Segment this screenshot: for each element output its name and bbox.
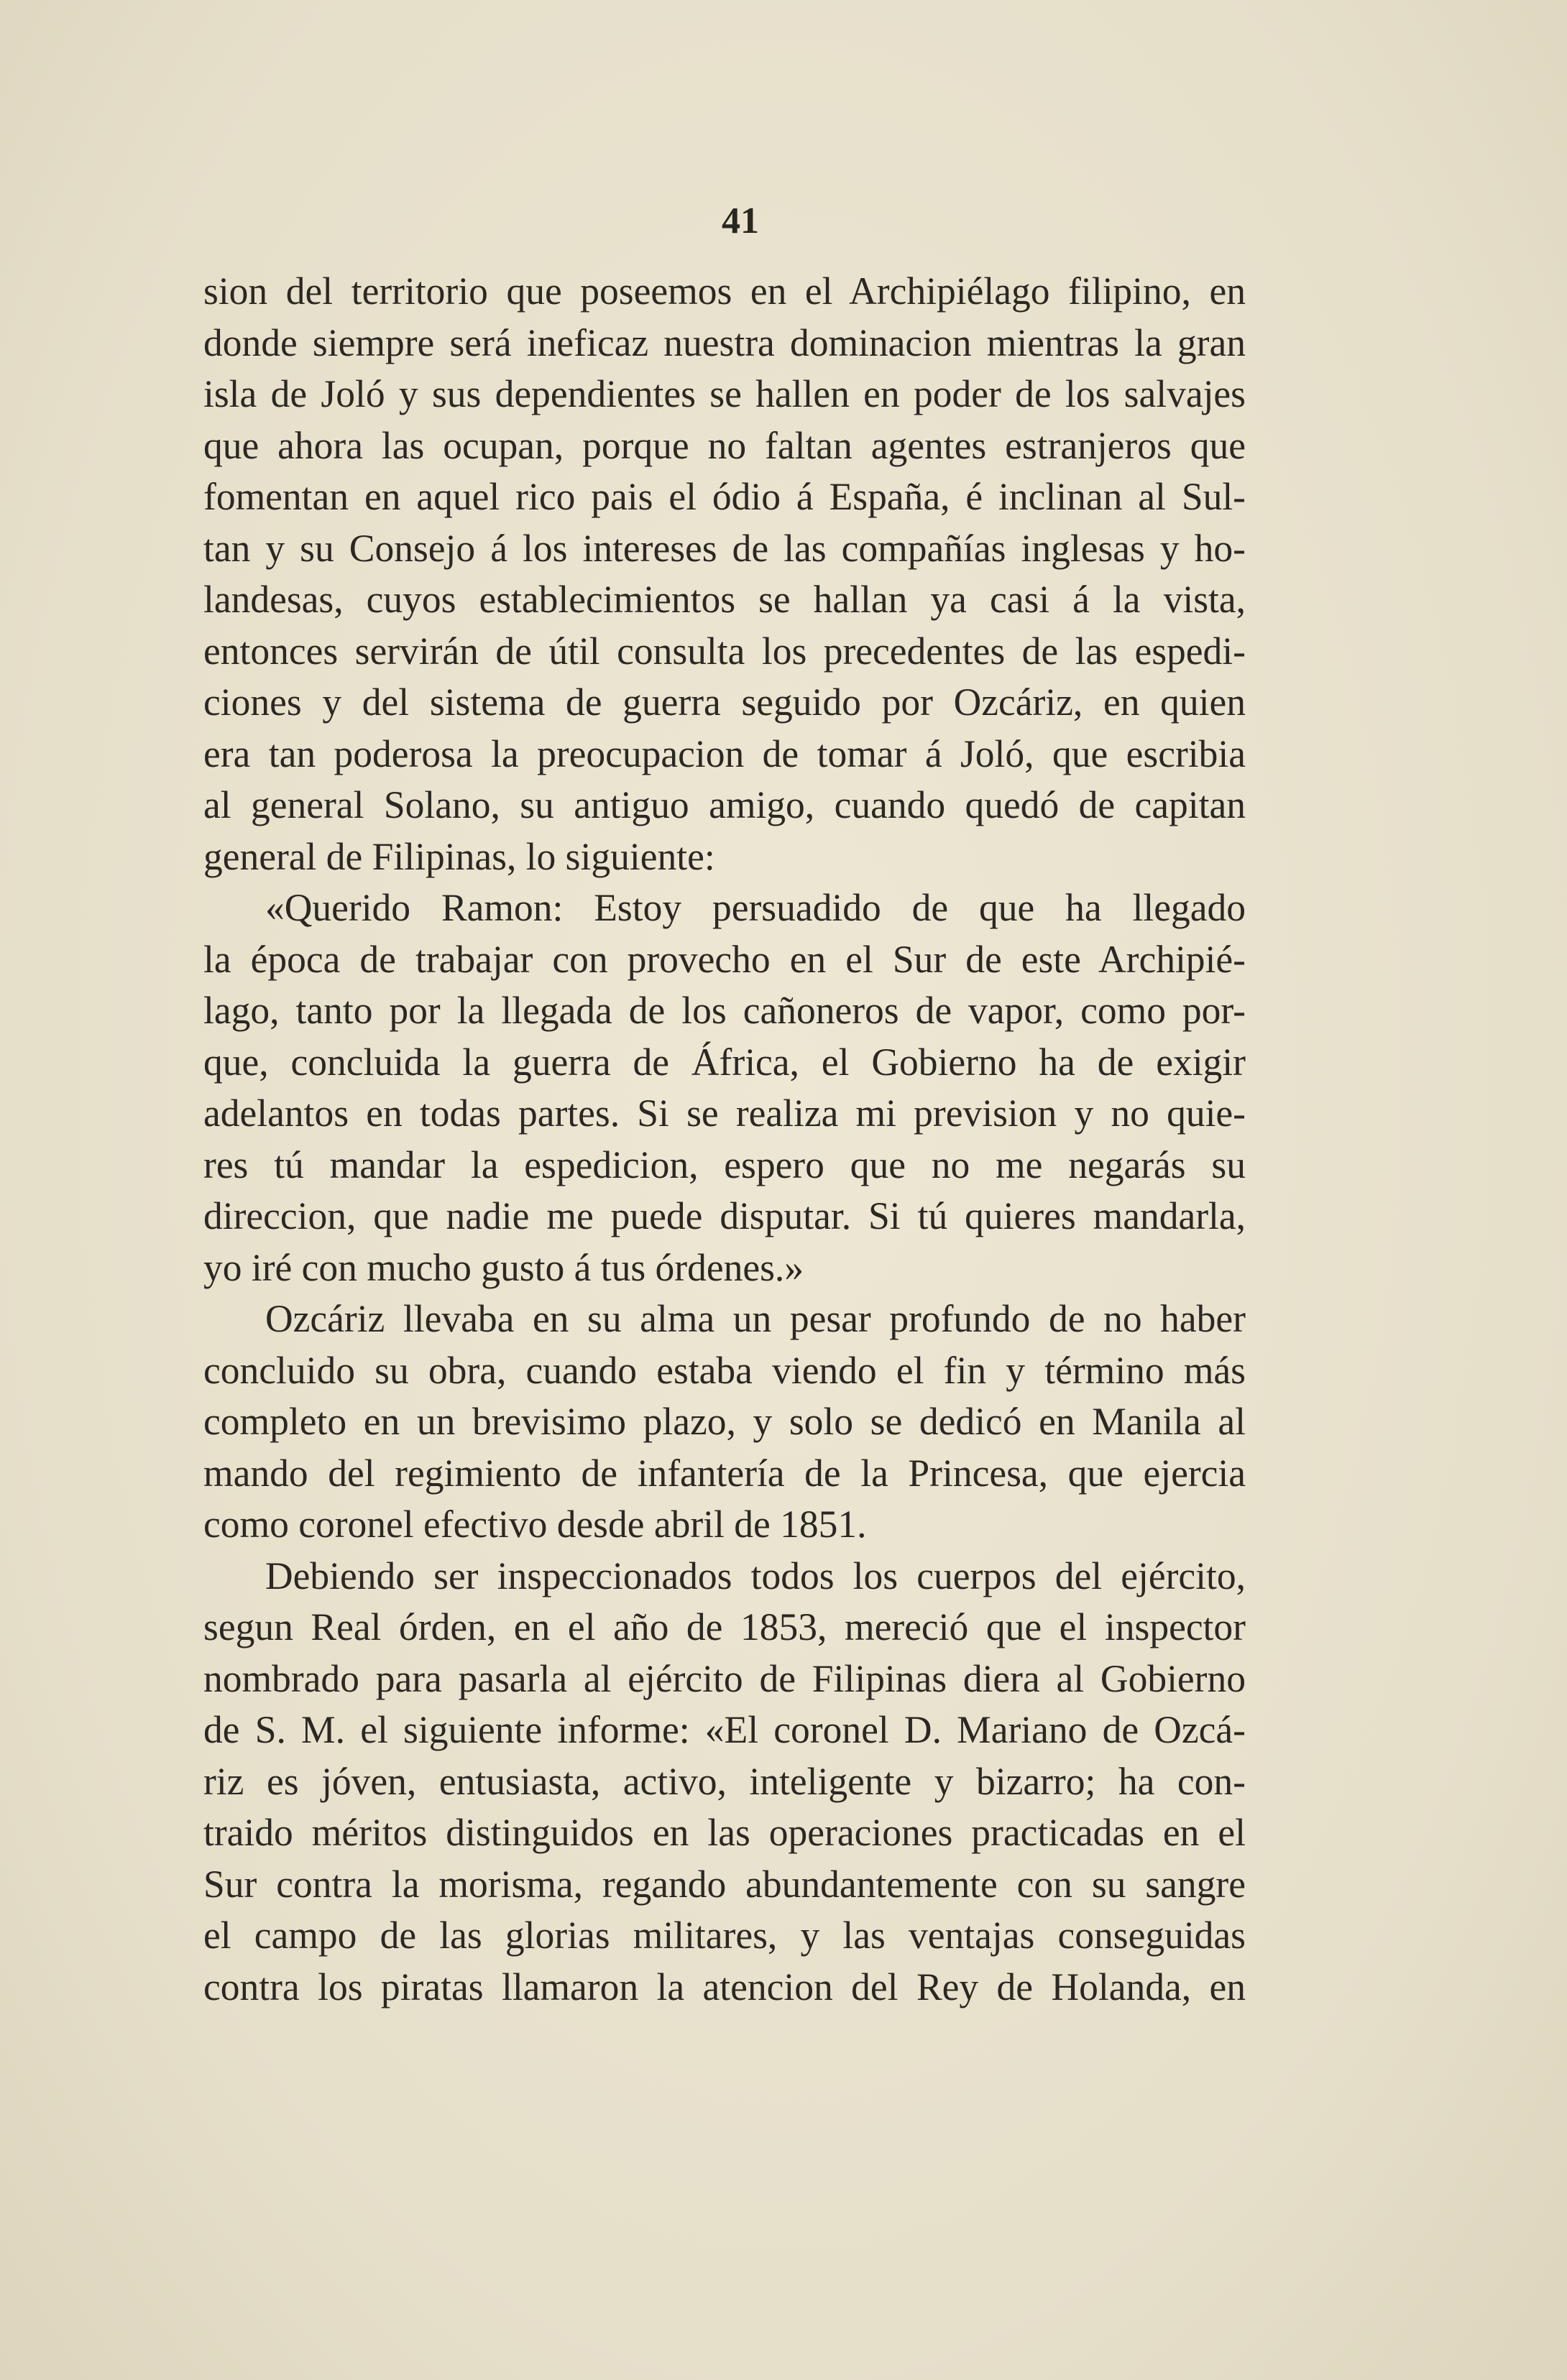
text-line: la época de trabajar con provecho en el Sur de este Archipié- (203, 937, 1246, 981)
text-line: isla de Joló y sus dependientes se hallen en poder de los salvajes (203, 372, 1246, 415)
text-line: yo iré con mucho gusto á tus órdenes.» (203, 1245, 804, 1289)
text-line: Sur contra la morisma, regando abundantemente con su sangre (203, 1862, 1246, 1906)
text-line: fomentan en aquel rico pais el ódio á España, é inclinan al Sul- (203, 475, 1246, 518)
text-line: traido méritos distinguidos en las operaciones practicadas en el (203, 1811, 1246, 1854)
paragraph (203, 266, 1246, 882)
text-line: adelantos en todas partes. Si se realiza mi prevision y no quie- (203, 1092, 1246, 1135)
text-line: concluido su obra, cuando estaba viendo el fin y término más (203, 1348, 1246, 1392)
paragraph (203, 1293, 1246, 1551)
text-line: direccion, que nadie me puede disputar. Si tú quieres mandarla, (203, 1194, 1246, 1237)
text-line: que, concluida la guerra de África, el Gobierno ha de exigir (203, 1040, 1246, 1084)
text-line: mando del regimiento de infantería de la Princesa, que ejercia (203, 1451, 1246, 1495)
text-line: tan y su Consejo á los intereses de las compañías inglesas y ho- (203, 526, 1246, 570)
text-line: Debiendo ser inspeccionados todos los cuerpos del ejército, (265, 1554, 1246, 1597)
text-line: riz es jóven, entusiasta, activo, inteligente y bizarro; ha con- (203, 1759, 1246, 1803)
text-line: el campo de las glorias militares, y las ventajas conseguidas (203, 1914, 1246, 1957)
text-line: como coronel efectivo desde abril de 1851. (203, 1503, 867, 1546)
text-line: «Querido Ramon: Estoy persuadido de que ha llegado (265, 886, 1246, 929)
text-line: donde siempre será ineficaz nuestra dominacion mientras la gran (203, 320, 1246, 364)
text-line: landesas, cuyos establecimientos se hallan ya casi á la vista, (203, 578, 1246, 621)
text-line: contra los piratas llamaron la atencion del Rey de Holanda, en (203, 1965, 1246, 2008)
text-line: lago, tanto por la llegada de los cañoneros de vapor, como por- (203, 989, 1246, 1032)
text-line: ciones y del sistema de guerra seguido por Ozcáriz, en quien (203, 681, 1246, 724)
text-line: de S. M. el siguiente informe: «El coronel D. Mariano de Ozcá- (203, 1708, 1246, 1751)
text-line: que ahora las ocupan, porque no faltan agentes estranjeros que (203, 423, 1246, 467)
text-line: res tú mandar la espedicion, espero que no me negarás su (203, 1143, 1246, 1186)
page-number: 41 (722, 200, 759, 241)
text-line: general de Filipinas, lo siguiente: (203, 834, 715, 878)
text-line: completo en un brevisimo plazo, y solo se dedicó en Manila al (203, 1400, 1246, 1443)
paragraph (203, 1551, 1246, 2014)
text-line: entonces servirán de útil consulta los precedentes de las espedi- (203, 629, 1246, 673)
text-line: segun Real órden, en el año de 1853, mereció que el inspector (203, 1605, 1246, 1648)
text-line: Ozcáriz llevaba en su alma un pesar profundo de no haber (265, 1297, 1246, 1340)
text-line: era tan poderosa la preocupacion de tomar á Joló, que escribia (203, 732, 1246, 775)
text-line: sion del territorio que poseemos en el Archipiélago filipino, en (203, 269, 1246, 313)
body-text (203, 266, 1246, 2013)
text-line: nombrado para pasarla al ejército de Filipinas diera al Gobierno (203, 1656, 1246, 1700)
paragraph (203, 882, 1246, 1293)
text-line: al general Solano, su antiguo amigo, cuando quedó de capitan (203, 783, 1246, 826)
